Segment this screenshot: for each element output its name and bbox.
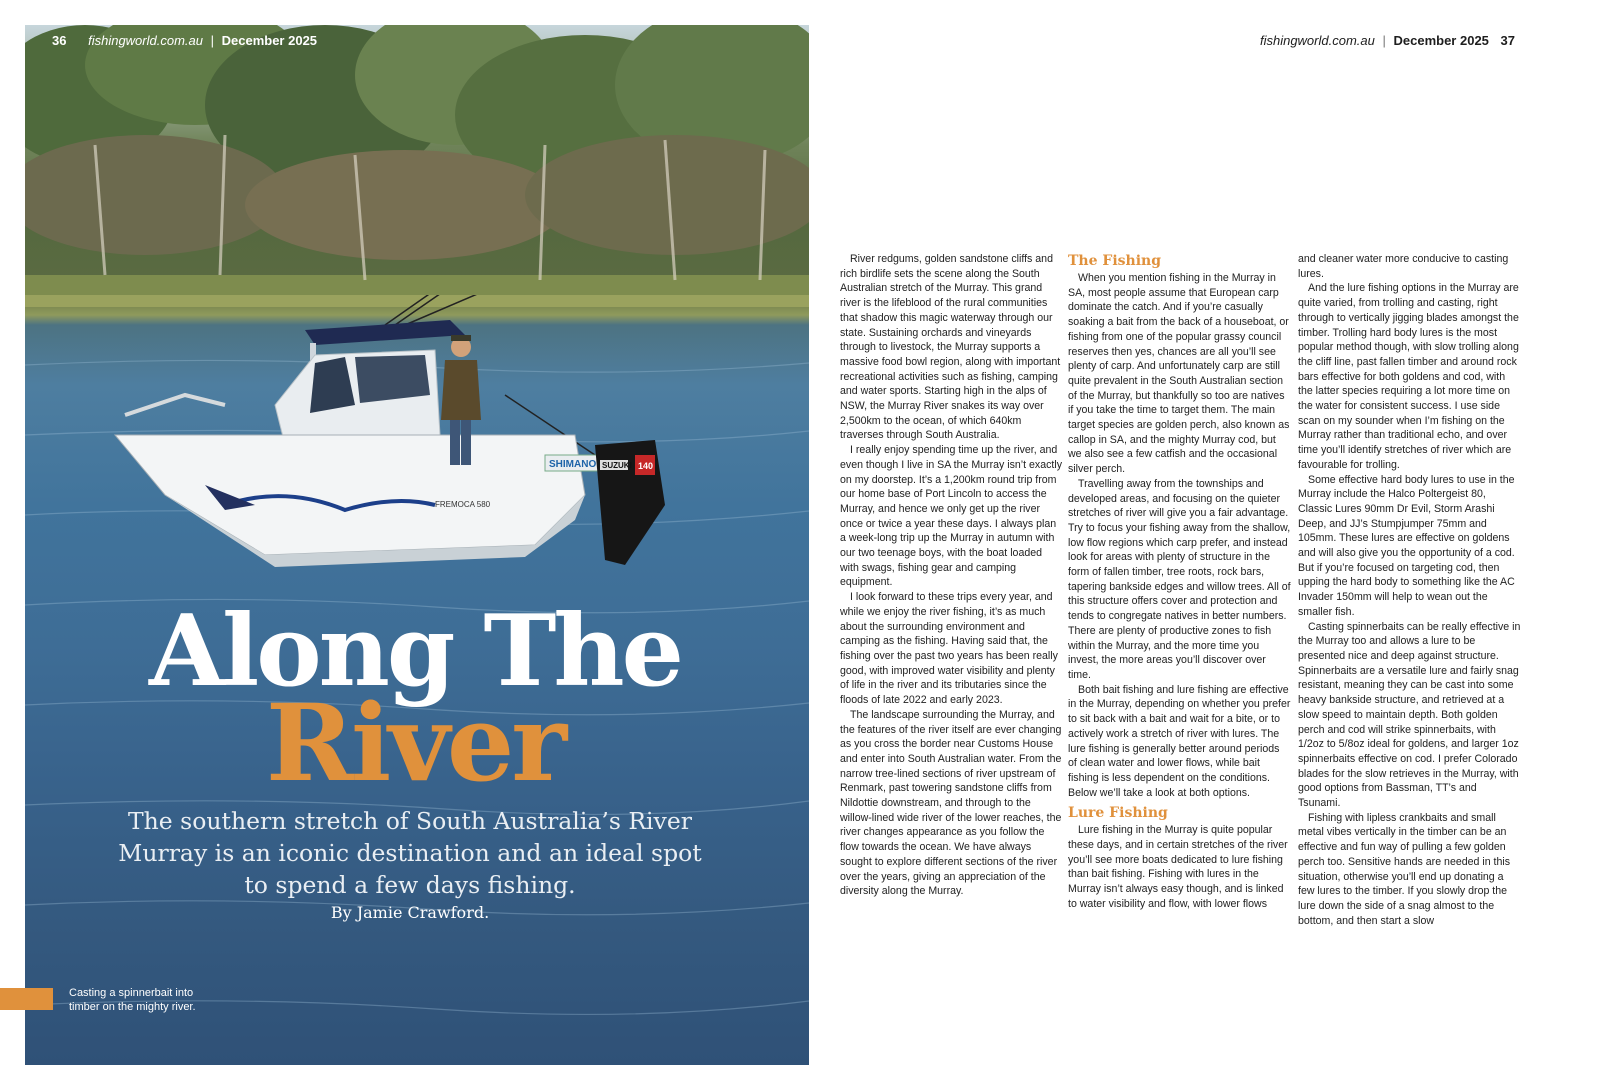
article-column-2: [1068, 252, 1291, 1022]
article-column-3: [1298, 252, 1521, 1022]
paragraph-continued: and cleaner water more conducive to casting lures.: [1298, 253, 1509, 280]
paragraph: River redgums, golden sandstone cliffs and rich birdlife sets the scene along the South Australian stretch of the Murray. This grand river is the lifeblood of the rural communities that shadow this magic waterway through our state. Sustaining orchards and vineyards through to livestock, the Murray supports a massive food bowl region, along with important recreational activities such as fishing, camping and water sports. Starting high in the alps of NSW, the Murray River snakes its way over 2,500km to the ocean, of which 640km traverses through South Australia.: [840, 253, 1061, 442]
svg-text:SHIMANO: SHIMANO: [549, 459, 597, 470]
left-issue-date: December 2025: [221, 33, 318, 48]
headline-line-2: River: [265, 680, 565, 805]
right-page-number: 37: [1500, 33, 1515, 48]
paragraph: Both bait fishing and lure fishing are effective in the Murray, depending on whether you prefer to sit back with a bait and wait for a bite, or to actively work a stretch of river with lures. The lure fishing is generally better around periods of clean water and lower flows, while bait fishing is less dependent on the conditions. Below we’ll take a look at both options.: [1068, 683, 1291, 799]
paragraph: Travelling away from the townships and developed areas, and focusing on the quieter stretches of river will give you a fair advantage. Try to focus your fishing away from the shallow, low flow regions which carp prefer, and instead look for areas with plenty of structure in the form of fallen timber, tree roots, rock bars, tapering bankside edges and willow trees. All of this structure offers cover and protection and tends to congregate natives in better numbers. There are plenty of productive zones to fish within the Murray, and the more time you invest, the more areas you’ll discover over time.: [1068, 477, 1291, 681]
right-issue-date: December 2025: [1393, 33, 1489, 48]
paragraph: Casting spinnerbaits can be really effective in the Murray too and allows a lure to be presented nice and deep against structure. Spinnerbaits are a versatile lure and fairly snag resistant, meaning they can be cast into some heavy bankside structure, and retrieved at a slow speed to maintain depth. Both golden perch and cod will strike spinnerbaits, with 1/2oz to 5/8oz ideal for goldens, and larger 1oz spinnerbaits effective on cod. I prefer Colorado blades for the slow retrieves in the Murray, with good options from Bassman, TT’s and Tsunami.: [1298, 620, 1521, 810]
paragraph: I look forward to these trips every year, and while we enjoy the river fishing, it’s as much about the surrounding environment and camping as the fishing. Having said that, the fishing over the past two years has been really good, with improved water visibility and plenty of life in the river and its tributaries since the floods of late 2022 and early 2023.: [840, 591, 1058, 707]
section-heading-lure-fishing: Lure Fishing: [1068, 805, 1168, 822]
photo-caption: Casting a spinnerbait into timber on the mighty river.: [69, 987, 196, 1013]
byline: By Jamie Crawford.: [330, 903, 490, 922]
paragraph: Fishing with lipless crankbaits and small metal vibes vertically in the timber can be an effective and fun way of pulling a few golden perch too. Sensitive hands are needed in this situation, otherwise you’ll end up donating a few lures to the timber. If you slowly drop the lure down the side of a snag almost to the bottom, and then start a slow: [1298, 811, 1511, 927]
section-heading-the-fishing: The Fishing: [1068, 253, 1161, 269]
svg-text:FREMOCA 580: FREMOCA 580: [435, 500, 491, 509]
right-separator: |: [1382, 33, 1386, 48]
paragraph: And the lure fishing options in the Murray are quite varied, from trolling and casting, right through to vertically jigging blades amongst the timber. Trolling hard body lures is the most popular method though, with slow trolling along the cliff line, past fallen timber and around rock bars effective for both goldens and cod, with the latter species requiring a lot more time on the water for consistent success. I use side scan on my sounder when I’m fishing on the Murray rather than traditional echo, and over time you’ll identify stretches of river which are favourable for trolling.: [1298, 282, 1519, 471]
paragraph: Some effective hard body lures to use in the Murray include the Halco Poltergeist 80, Classic Lures 90mm Dr Evil, Storm Arashi Deep, and JJ’s Stumpjumper 75mm and 105mm. These lures are effective on goldens and will also give you the opportunity of a cod. But if you’re focused on targeting cod, then upping the hard body to something like the AC Invader 150mm will help to wean out the smaller fish.: [1298, 473, 1515, 618]
left-separator: |: [210, 33, 214, 48]
left-website: fishingworld.com.au: [88, 33, 203, 48]
tree-line: [25, 25, 809, 325]
left-folio: [52, 33, 317, 48]
svg-text:140: 140: [638, 461, 654, 471]
right-website: fishingworld.com.au: [1259, 33, 1375, 48]
article-column-1: [840, 252, 1063, 1022]
caption-accent-bar: [0, 988, 53, 1010]
svg-text:SUZUKI: SUZUKI: [602, 461, 632, 470]
boat-illustration: [105, 295, 705, 595]
paragraph: When you mention fishing in the Murray in SA, most people assume that European carp dominate the catch. And if you’re casually soaking a bait from the back of a houseboat, or fishing from one of the popular grassy council reserves then yes, chances are all you’ll see plenty of carp. And unfortunately carp are still quite prevalent in the South Australian section of the Murray, but thankfully so too are natives if you take the time to target them. The main target species are golden perch, also known as callop in SA, and the mighty Murray cod, but we also see a few catfish and the occasional silver perch.: [1068, 272, 1290, 476]
standfirst: The southern stretch of South Australia’s River Murray is an iconic destination and an ideal spot to spend a few days fishing.: [118, 807, 702, 899]
paragraph: Lure fishing in the Murray is quite popular these days, and in certain stretches of the river you’ll see more boats dedicated to lure fishing than bait fishing. Fishing with lures in the Murray isn’t always easy though, and is linked to water visibility and flow, with lower flows: [1068, 824, 1288, 910]
right-folio: [1260, 33, 1515, 48]
paragraph: I really enjoy spending time up the river, and even though I live in SA the Murray isn’t exactly on my doorstep. It’s a 1,200km round trip from our home base of Port Lincoln to access the Murray, and hence we only get up the river once or twice a year these days. I always plan a week-long trip up the Murray in autumn with our two teenage boys, with the boat loaded with swags, fishing gear and camping equipment.: [840, 444, 1062, 589]
headline-line-1: Along The: [148, 594, 682, 709]
left-page-number: 36: [52, 33, 67, 48]
paragraph: The landscape surrounding the Murray, and the features of the river itself are ever changing as you cross the border near Customs House and enter into South Australian water. From the narrow tree-lined sections of river upstream of Renmark, past towering sandstone cliffs from Nildottie downstream, and through to the willow-lined wide river of the lower reaches, the river changes appearance as you follow the flow towards the ocean. We have always sought to explore different sections of the river over the years, giving an appreciation of the diversity along the Murray.: [840, 708, 1062, 898]
